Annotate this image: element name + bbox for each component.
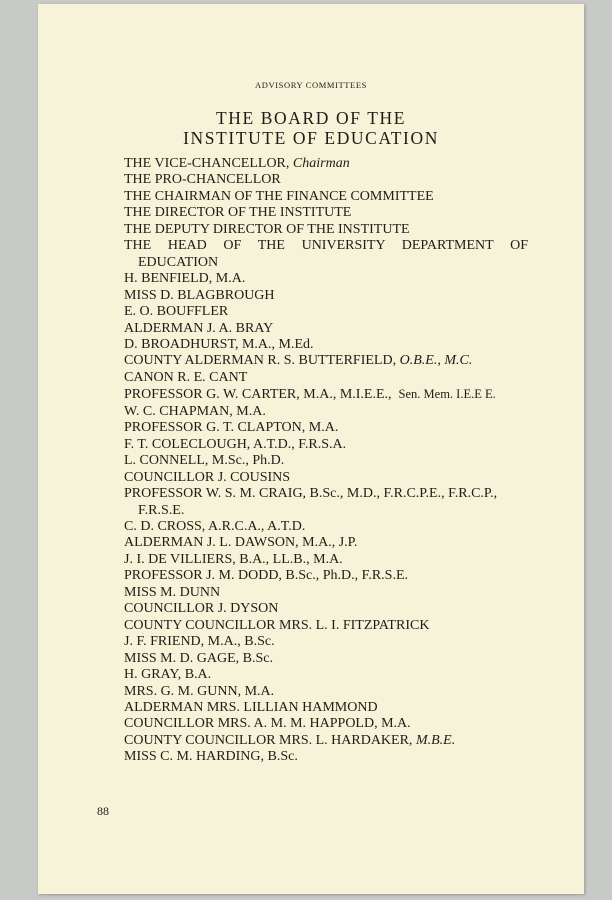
member-name: THE DEPUTY DIRECTOR OF THE INSTITUTE (124, 221, 410, 237)
member-list (124, 156, 528, 766)
member-entry (124, 304, 528, 320)
member-name: PROFESSOR W. S. M. CRAIG, B.Sc., M.D., F.R.C.P.E., F.R.C.P., (124, 486, 498, 502)
member-name: D. BROADHURST, M.A., M.Ed. (124, 336, 314, 352)
member-continuation: F.R.S.E. (138, 502, 185, 518)
member-honours: O.B.E., M.C. (399, 353, 473, 369)
member-name: COUNCILLOR J. COUSINS (124, 469, 291, 485)
member-membership: Sen. Mem. I.E.E E. (398, 387, 496, 402)
member-name: J. I. DE VILLIERS, B.A., LL.B., M.A. (124, 551, 343, 567)
member-name: THE VICE-CHANCELLOR, (124, 156, 290, 171)
member-name: MISS M. DUNN (124, 584, 221, 600)
member-entry (124, 585, 528, 601)
member-entry (124, 486, 528, 519)
member-name: E. O. BOUFFLER (124, 304, 229, 320)
member-name: ALDERMAN J. L. DAWSON, M.A., J.P. (124, 535, 358, 551)
member-entry (124, 288, 528, 304)
member-entry (124, 353, 528, 369)
member-name: PROFESSOR G. T. CLAPTON, M.A. (124, 420, 339, 436)
member-name: L. CONNELL, M.Sc., Ph.D. (124, 453, 285, 469)
member-name: THE HEAD OF THE UNIVERSITY DEPARTMENT OF (124, 238, 528, 254)
member-entry (124, 568, 528, 584)
member-name: H. BENFIELD, M.A. (124, 271, 246, 287)
member-entry (124, 222, 528, 238)
section-title (38, 108, 584, 148)
member-name: MISS C. M. HARDING, B.Sc. (124, 749, 298, 765)
page-number: 88 (97, 804, 109, 818)
member-name: COUNTY COUNCILLOR MRS. L. HARDAKER, (124, 732, 413, 748)
member-entry (124, 386, 528, 403)
member-name: PROFESSOR J. M. DODD, B.Sc., Ph.D., F.R.S.E. (124, 568, 409, 584)
member-name: MRS. G. M. GUNN, M.A. (124, 683, 275, 699)
member-name: J. F. FRIEND, M.A., B.Sc. (124, 634, 275, 650)
member-entry (124, 749, 528, 765)
member-entry (124, 271, 528, 287)
member-name: THE CHAIRMAN OF THE FINANCE COMMITTEE (124, 188, 434, 204)
member-entry (124, 634, 528, 650)
member-name: W. C. CHAPMAN, M.A. (124, 403, 266, 419)
member-entry (124, 733, 528, 749)
member-entry (124, 535, 528, 551)
member-entry (124, 404, 528, 420)
member-name: MISS M. D. GAGE, B.Sc. (124, 650, 273, 666)
member-entry (124, 700, 528, 716)
member-entry (124, 205, 528, 221)
member-name: PROFESSOR G. W. CARTER, M.A., M.I.E.E., (124, 387, 392, 403)
member-honours: Chairman (292, 156, 350, 171)
member-entry (124, 370, 528, 386)
member-entry (124, 156, 528, 172)
member-entry (124, 172, 528, 188)
member-entry (124, 470, 528, 486)
member-entry (124, 420, 528, 436)
member-entry (124, 601, 528, 617)
document-page (38, 4, 584, 894)
member-name: ALDERMAN MRS. LILLIAN HAMMOND (124, 699, 378, 715)
member-name: F. T. COLECLOUGH, A.T.D., F.R.S.A. (124, 436, 347, 452)
member-entry (124, 651, 528, 667)
member-name: COUNCILLOR MRS. A. M. M. HAPPOLD, M.A. (124, 716, 411, 732)
member-entry (124, 453, 528, 469)
member-entry (124, 321, 528, 337)
member-continuation: EDUCATION (138, 254, 219, 270)
member-entry (124, 552, 528, 568)
member-entry (124, 437, 528, 453)
member-entry (124, 519, 528, 535)
member-entry (124, 684, 528, 700)
member-name: THE PRO-CHANCELLOR (124, 172, 281, 188)
member-name: THE DIRECTOR OF THE INSTITUTE (124, 205, 352, 221)
member-name: C. D. CROSS, A.R.C.A., A.T.D. (124, 518, 306, 534)
member-entry (124, 716, 528, 732)
member-name: COUNCILLOR J. DYSON (124, 601, 279, 617)
member-name: ALDERMAN J. A. BRAY (124, 320, 274, 336)
member-entry (124, 337, 528, 353)
member-name: H. GRAY, B.A. (124, 667, 212, 683)
title-line-1: THE BOARD OF THE (215, 108, 407, 128)
member-entry (124, 189, 528, 205)
member-name: MISS D. BLAGBROUGH (124, 287, 275, 303)
title-line-2: INSTITUTE OF EDUCATION (183, 128, 439, 148)
member-name: COUNTY COUNCILLOR MRS. L. I. FITZPATRICK (124, 617, 430, 633)
member-name: CANON R. E. CANT (124, 369, 248, 385)
member-honours: M.B.E. (415, 732, 456, 748)
running-head: ADVISORY COMMITTEES (255, 80, 367, 90)
member-name: COUNTY ALDERMAN R. S. BUTTERFIELD, (124, 353, 397, 369)
member-entry (124, 618, 528, 634)
member-entry (124, 238, 528, 271)
member-entry (124, 667, 528, 683)
